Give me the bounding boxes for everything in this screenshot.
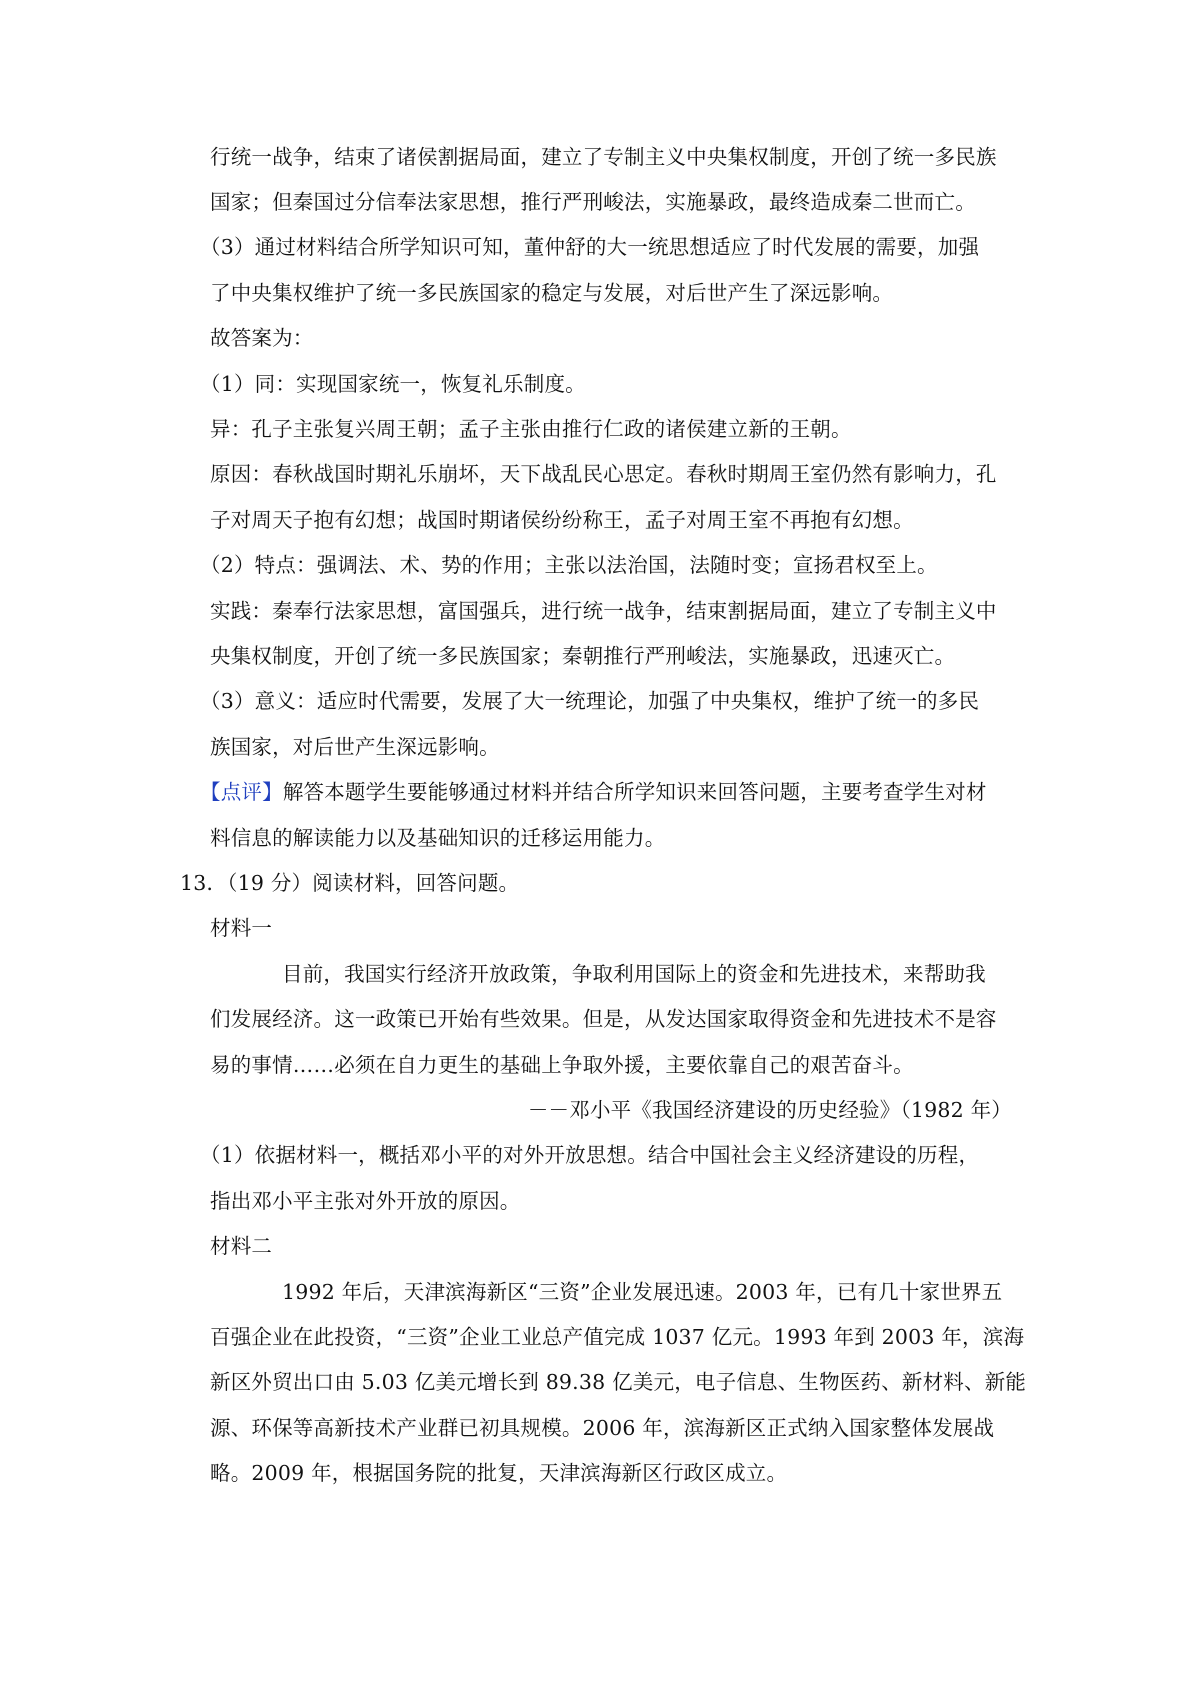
- review-line-2: 料信息的解读能力以及基础知识的迁移运用能力。: [210, 826, 666, 850]
- material-2-line: 新区外贸出口由 5.03 亿美元增长到 89.38 亿美元，电子信息、生物医药、新材料、新能: [210, 1370, 1027, 1394]
- material-2-line: 百强企业在此投资，“三资”企业工业总产值完成 1037 亿元。1993 年到 2003 年，滨海: [210, 1325, 1025, 1349]
- answer-heading: 故答案为：: [210, 326, 314, 350]
- text-line: （3）意义：适应时代需要，发展了大一统理论，加强了中央集权，维护了统一的多民: [200, 689, 980, 713]
- review-tag: 【点评】: [200, 780, 283, 804]
- review-text: 解答本题学生要能够通过材料并结合所学知识来回答问题，主要考查学生对材: [282, 780, 987, 804]
- text-line: 实践：秦奉行法家思想，富国强兵，进行统一战争，结束割据局面，建立了专制主义中: [210, 599, 997, 623]
- material-1-line: 们发展经济。这一政策已开始有些效果。但是，从发达国家取得资金和先进技术不是容: [210, 1007, 997, 1031]
- material-1-line: 目前，我国实行经济开放政策，争取利用国际上的资金和先进技术，来帮助我: [282, 962, 986, 986]
- material-1-source: －－邓小平《我国经济建设的历史经验》（1982 年）: [527, 1098, 1012, 1122]
- material-2-line: 源、环保等高新技术产业群已初具规模。2006 年，滨海新区正式纳入国家整体发展战: [210, 1416, 995, 1440]
- review-line: [200, 777, 987, 807]
- material-1-label: 材料一: [210, 916, 273, 940]
- material-2-line: 略。2009 年，根据国务院的批复，天津滨海新区行政区成立。: [210, 1461, 788, 1485]
- text-line: （1）同：实现国家统一，恢复礼乐制度。: [200, 372, 586, 396]
- text-line: 国家；但秦国过分信奉法家思想，推行严刑峻法，实施暴政，最终造成秦二世而亡。: [210, 190, 976, 214]
- question-13-header: 13．（19 分）阅读材料，回答问题。: [180, 871, 520, 895]
- material-1-line: 易的事情……必须在自力更生的基础上争取外援，主要依靠自己的艰苦奋斗。: [210, 1053, 914, 1077]
- text-line: 原因：春秋战国时期礼乐崩坏，天下战乱民心思定。春秋时期周王室仍然有影响力，孔: [210, 462, 997, 486]
- text-line: （3）通过材料结合所学知识可知，董仲舒的大一统思想适应了时代发展的需要，加强: [200, 235, 980, 259]
- text-line: 子对周天子抱有幻想；战国时期诸侯纷纷称王，孟子对周王室不再抱有幻想。: [210, 508, 914, 532]
- material-2-line: 1992 年后，天津滨海新区“三资”企业发展迅速。2003 年，已有几十家世界五: [282, 1280, 1003, 1304]
- text-line: 族国家，对后世产生深远影响。: [210, 735, 500, 759]
- material-2-label: 材料二: [210, 1234, 273, 1258]
- text-line: （2）特点：强调法、术、势的作用；主张以法治国，法随时变；宣扬君权至上。: [200, 553, 938, 577]
- text-line: 了中央集权维护了统一多民族国家的稳定与发展，对后世产生了深远影响。: [210, 281, 894, 305]
- sub-question-1: 指出邓小平主张对外开放的原因。: [210, 1189, 521, 1213]
- text-line: 行统一战争，结束了诸侯割据局面，建立了专制主义中央集权制度，开创了统一多民族: [210, 145, 997, 169]
- sub-question-1: （1）依据材料一，概括邓小平的对外开放思想。结合中国社会主义经济建设的历程，: [200, 1143, 980, 1167]
- text-line: 央集权制度，开创了统一多民族国家；秦朝推行严刑峻法，实施暴政，迅速灭亡。: [210, 644, 956, 668]
- text-line: 异：孔子主张复兴周王朝；孟子主张由推行仁政的诸侯建立新的王朝。: [210, 417, 852, 441]
